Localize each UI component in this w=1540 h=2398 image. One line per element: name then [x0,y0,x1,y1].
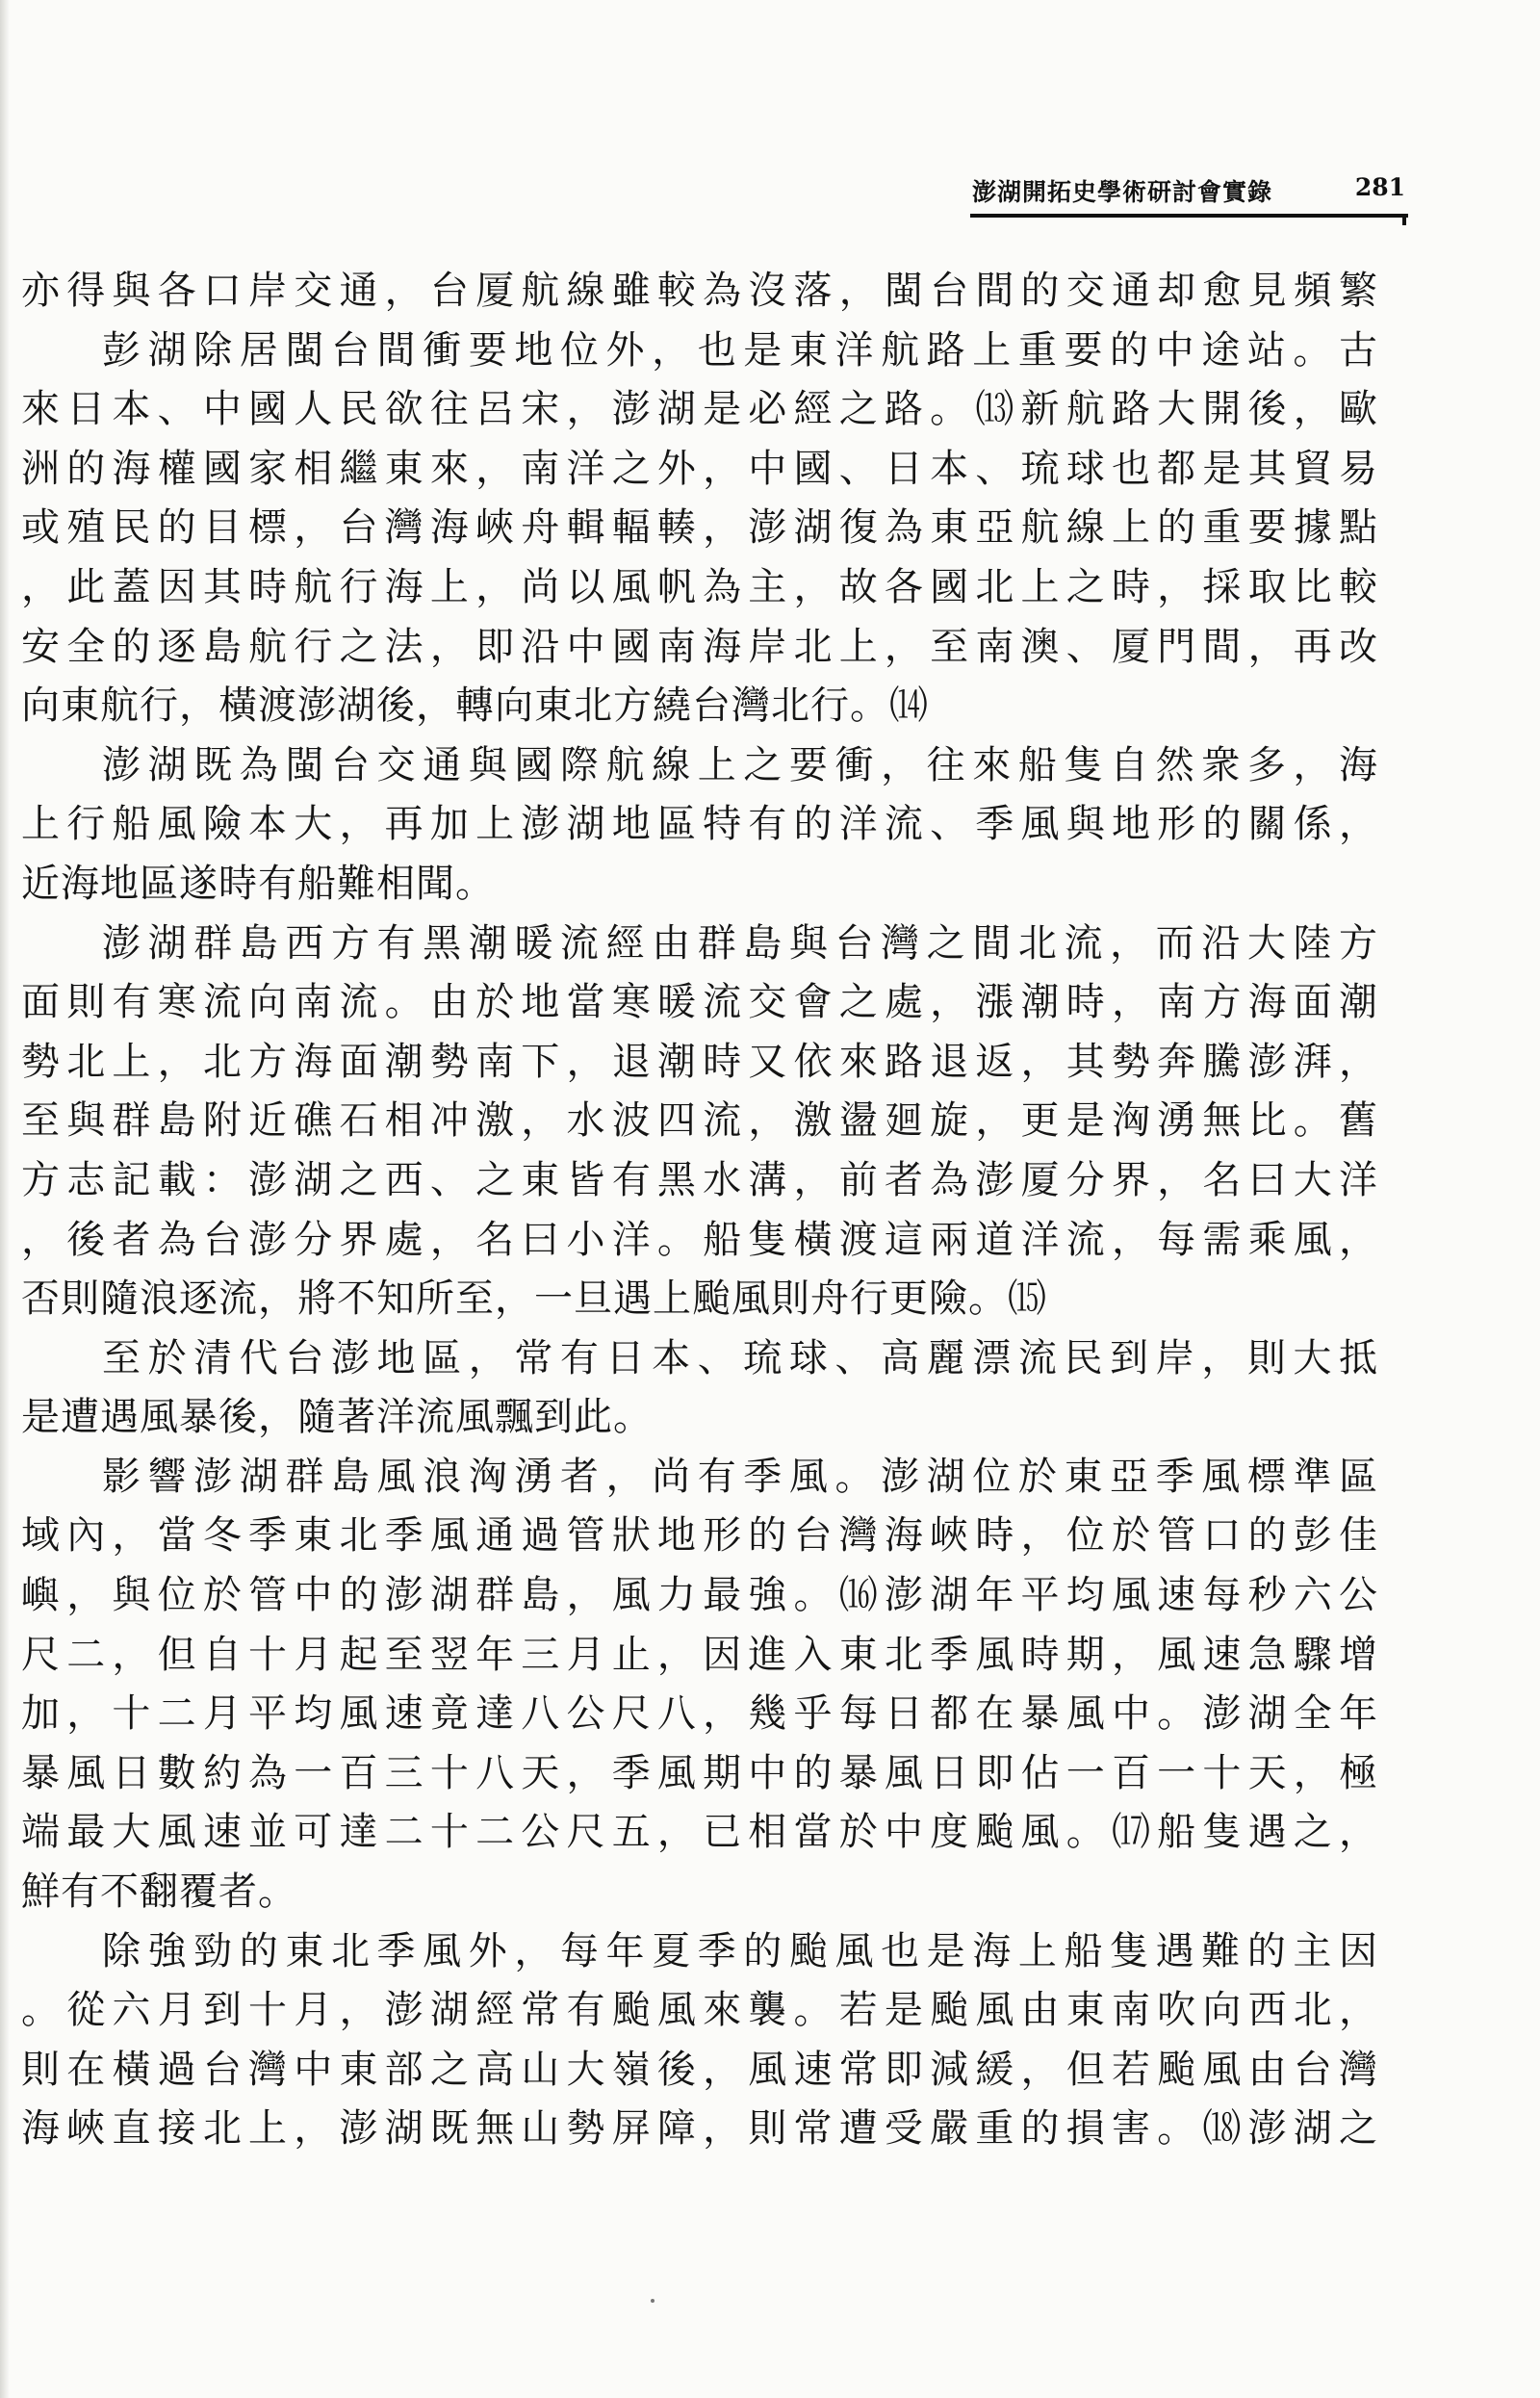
text-line: 至於清代台澎地區，常有日本、琉球、高麗漂流民到岸，則大抵 [102,1335,1378,1380]
text-line: 安全的逐島航行之法，即沿中國南海岸北上，至南澳、厦門間，再改 [21,624,1378,669]
text-line: 除強勁的東北季風外，每年夏季的颱風也是海上船隻遇難的主因 [102,1928,1378,1973]
text-line: ，此蓋因其時航行海上，尚以風帆為主，故各國北上之時，採取比較 [21,564,1378,609]
body-text [21,262,1378,2159]
text-line: 否則隨浪逐流，將不知所至，一旦遇上颱風則舟行更險。⒂ [21,1276,1047,1322]
text-line: 澎湖群島西方有黑潮暖流經由群島與台灣之間北流，而沿大陸方 [102,920,1378,966]
text-line: 方志記載：澎湖之西、之東皆有黑水溝，前者為澎厦分界，名曰大洋 [21,1157,1378,1202]
running-header [972,171,1405,214]
text-line: 影響澎湖群島風浪洶湧者，尚有季風。澎湖位於東亞季風標準區 [102,1454,1378,1499]
scan-speck [651,2299,654,2303]
header-rule [970,214,1408,218]
text-line: 近海地區遂時有船難相聞。 [21,861,495,906]
text-line: 鮮有不翻覆者。 [21,1869,297,1915]
text-line: 端最大風速並可達二十二公尺五，已相當於中度颱風。⒄船隻遇之， [21,1810,1378,1855]
header-title: 澎湖開拓史學術研討會實錄 [972,178,1273,206]
text-line: 嶼，與位於管中的澎湖群島，風力最強。⒃澎湖年平均風速每秒六公 [21,1573,1378,1618]
text-line: 洲的海權國家相繼東來，南洋之外，中國、日本、琉球也都是其貿易 [21,446,1378,491]
text-line: 海峽直接北上，澎湖既無山勢屏障，則常遭受嚴重的損害。⒅澎湖之 [21,2106,1378,2152]
text-line: 亦得與各口岸交通，台厦航線雖較為沒落，閩台間的交通却愈見頻繁 [21,269,1378,313]
text-line: 。從六月到十月，澎湖經常有颱風來襲。若是颱風由東南吹向西北， [21,1988,1378,2033]
text-line: ，後者為台澎分界處，名曰小洋。船隻橫渡這兩道洋流，每需乘風， [21,1217,1378,1262]
text-line: 彭湖除居閩台間衝要地位外，也是東洋航路上重要的中途站。古 [102,327,1378,373]
text-line: 至與群島附近礁石相冲激，水波四流，激盪廻旋，更是洶湧無比。舊 [21,1098,1378,1144]
text-line: 來日本、中國人民欲往呂宋，澎湖是必經之路。⒀新航路大開後，歐 [21,387,1378,432]
page-number: 281 [1354,173,1405,201]
header-rule-tick [1402,214,1406,225]
text-line: 上行船風險本大，再加上澎湖地區特有的洋流、季風與地形的關係， [21,802,1378,847]
text-line: 暴風日數約為一百三十八天，季風期中的暴風日即佔一百一十天，極 [21,1750,1378,1795]
text-line: 勢北上，北方海面潮勢南下，退潮時又依來路退返，其勢奔騰澎湃， [21,1039,1378,1084]
text-line: 加，十二月平均風速竟達八公尺八，幾乎每日都在暴風中。澎湖全年 [21,1691,1378,1737]
text-line: 面則有寒流向南流。由於地當寒暖流交會之處，漲潮時，南方海面潮 [21,980,1378,1025]
text-line: 是遭遇風暴後，隨著洋流風飄到此。 [21,1395,653,1440]
text-line: 則在橫過台灣中東部之高山大嶺後，風速常即減緩，但若颱風由台灣 [21,2047,1378,2092]
text-line: 域內，當冬季東北季風通過管狀地形的台灣海峽時，位於管口的彭佳 [21,1513,1378,1559]
scan-shadow [0,0,10,2398]
text-line: 尺二，但自十月起至翌年三月止，因進入東北季風時期，風速急驟增 [21,1632,1378,1677]
text-line: 或殖民的目標，台灣海峽舟輯輻輳，澎湖復為東亞航線上的重要據點 [21,505,1378,551]
text-line: 向東航行，橫渡澎湖後，轉向東北方繞台灣北行。⒁ [21,683,929,729]
text-line: 澎湖既為閩台交通與國際航線上之要衝，往來船隻自然衆多，海 [102,742,1378,787]
